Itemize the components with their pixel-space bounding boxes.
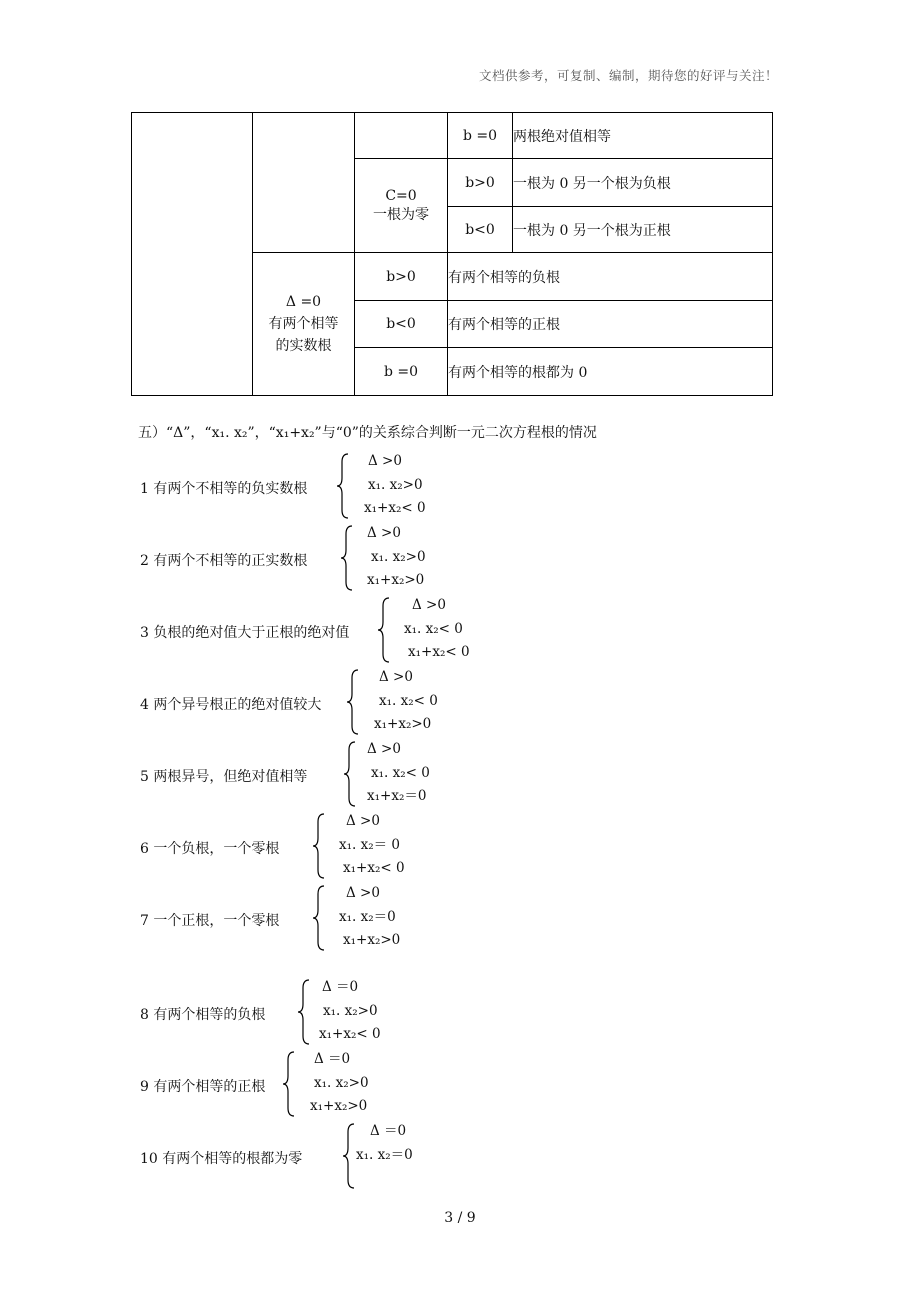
- left-brace-icon: [346, 668, 362, 736]
- condition: Δ >0: [412, 597, 446, 613]
- left-brace-icon: [312, 884, 328, 952]
- left-brace-icon: [297, 978, 313, 1046]
- result-equal-negative: 有两个相等的负根: [448, 253, 773, 301]
- condition: x₁. x₂＝0: [339, 908, 396, 925]
- case-label: 1 有两个不相等的负实数根: [140, 481, 308, 497]
- cond-b-zero: b =0: [448, 113, 513, 159]
- cond-b-positive: b>0: [448, 159, 513, 207]
- case-conditions: [404, 594, 470, 665]
- cond-b-negative: b<0: [448, 207, 513, 253]
- cond-b-negative-2: b<0: [355, 301, 448, 348]
- blank-cell: [132, 113, 253, 396]
- left-brace-icon: [340, 524, 356, 592]
- result-equal-positive: 有两个相等的正根: [448, 301, 773, 348]
- blank-cell: [355, 113, 448, 159]
- case-label: 10 有两个相等的根都为零: [140, 1151, 303, 1167]
- blank-cell: [253, 113, 355, 253]
- case-conditions: [339, 882, 400, 953]
- condition: x₁. x₂< 0: [404, 620, 463, 637]
- condition: Δ ＝0: [370, 1123, 407, 1139]
- left-brace-icon: [312, 812, 328, 880]
- case-label: 9 有两个相等的正根: [140, 1079, 266, 1095]
- condition: x₁. x₂＝0: [356, 1146, 413, 1163]
- condition: x₁+x₂< 0: [319, 1026, 381, 1042]
- condition: x₁+x₂< 0: [408, 644, 470, 660]
- cond-b-positive-2: b>0: [355, 253, 448, 301]
- case-label: 4 两个异号根正的绝对值较大: [140, 697, 322, 713]
- case-conditions: [374, 666, 438, 737]
- one-root-zero-text: 一根为零: [373, 206, 429, 223]
- condition: x₁. x₂>0: [314, 1074, 369, 1091]
- case-conditions: [310, 1048, 369, 1119]
- condition: x₁. x₂>0: [368, 476, 423, 493]
- condition: Δ >0: [368, 453, 402, 469]
- condition: x₁+x₂< 0: [343, 860, 405, 876]
- result-zero-and-negative: 一根为 0 另一个根为负根: [513, 159, 773, 207]
- condition: Δ >0: [379, 669, 413, 685]
- left-brace-icon: [336, 452, 352, 520]
- condition: Δ >0: [367, 741, 401, 757]
- case-label: 3 负根的绝对值大于正根的绝对值: [140, 625, 350, 641]
- cond-delta-zero: [253, 253, 355, 396]
- case-label: 5 两根异号，但绝对值相等: [140, 769, 308, 785]
- case-conditions: [339, 810, 405, 881]
- condition: x₁+x₂>0: [367, 572, 425, 588]
- case-label: 7 一个正根，一个零根: [140, 913, 280, 929]
- left-brace-icon: [377, 596, 393, 664]
- condition: x₁. x₂>0: [371, 548, 426, 565]
- case-conditions: [364, 450, 426, 521]
- result-opposite-roots: 两根绝对值相等: [513, 113, 773, 159]
- condition: x₁. x₂＝ 0: [339, 836, 401, 853]
- cond-b-zero-2: b =0: [355, 348, 448, 396]
- left-brace-icon: [343, 740, 359, 808]
- condition: x₁+x₂＝0: [367, 788, 427, 804]
- case-label: 2 有两个不相等的正实数根: [140, 553, 308, 569]
- case-label: 8 有两个相等的负根: [140, 1007, 266, 1023]
- condition: x₁. x₂< 0: [379, 692, 438, 709]
- left-brace-icon: [282, 1050, 298, 1118]
- case-conditions: [356, 1120, 413, 1167]
- case-conditions: [367, 522, 426, 593]
- left-brace-icon: [437, 978, 453, 1046]
- case-label: 6 一个负根，一个零根: [140, 841, 280, 857]
- condition: Δ >0: [346, 885, 380, 901]
- condition: x₁+x₂>0: [310, 1098, 368, 1114]
- case-conditions: [319, 976, 381, 1047]
- condition: Δ >0: [346, 813, 380, 829]
- condition: x₁+x₂>0: [343, 932, 401, 948]
- roots-table: [131, 112, 773, 396]
- two-equal-real-text: 有两个相等的实数根: [268, 316, 339, 354]
- header-note: 文档供参考，可复制、编制，期待您的好评与关注！: [478, 68, 778, 83]
- section-5-title: 五）“Δ”，“x₁. x₂”，“x₁+x₂”与“0”的关系综合判断一元二次方程根的情况: [138, 425, 597, 441]
- result-zero-and-positive: 一根为 0 另一个根为正根: [513, 207, 773, 253]
- condition: Δ ＝0: [322, 979, 359, 995]
- cond-c-zero: [355, 159, 448, 253]
- case-conditions: [367, 738, 430, 809]
- condition: x₁+x₂>0: [374, 716, 432, 732]
- c-zero-text: C=0: [385, 187, 417, 204]
- condition: x₁. x₂>0: [323, 1002, 378, 1019]
- result-equal-zero: 有两个相等的根都为 0: [448, 348, 773, 396]
- condition: Δ ＝0: [314, 1051, 351, 1067]
- condition: x₁. x₂< 0: [371, 764, 430, 781]
- condition: Δ >0: [367, 525, 401, 541]
- delta-zero-text: Δ =0: [285, 294, 322, 310]
- page-number: 3 / 9: [444, 1210, 476, 1226]
- condition: x₁+x₂< 0: [364, 500, 426, 516]
